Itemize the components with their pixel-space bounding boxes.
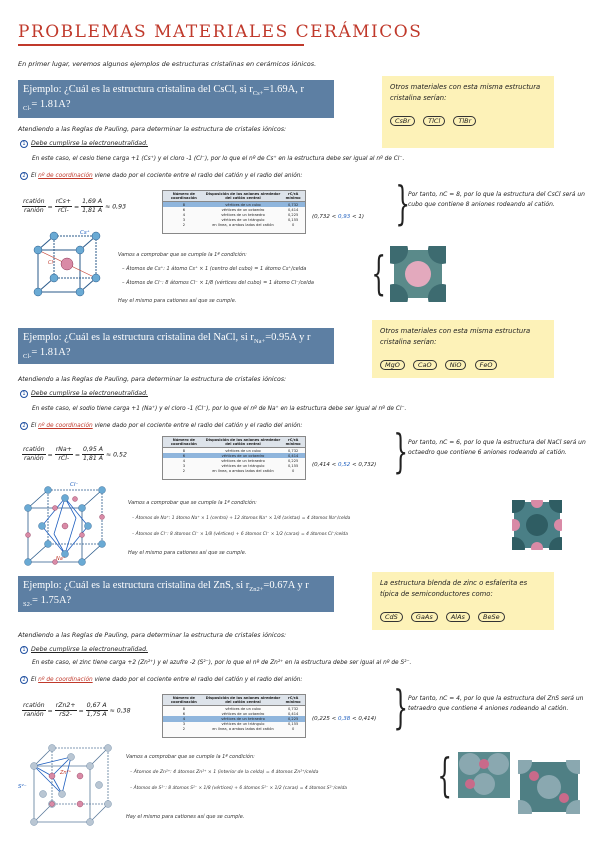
ion-label: Na⁺ xyxy=(56,556,66,562)
nacl-3d-model xyxy=(512,500,562,550)
verify-line: Vamos a comprobar que se cumple la 1ª condición: xyxy=(126,754,255,760)
end-line: Hay el mismo para cationes así que se cumple. xyxy=(126,814,245,820)
verify-line: Vamos a comprobar que se cumple la 1ª condición: xyxy=(118,252,247,258)
step2-heading: 2 El nº de coordinación viene dado por el cociente entre el radio del catión y el radio del anión: xyxy=(20,676,302,684)
zns-unit-cell xyxy=(24,740,116,830)
brace: } xyxy=(393,680,408,734)
table-row: 6 vértices de un octaedro 0,414 xyxy=(182,207,299,212)
intro-text: En primer lugar, veremos algunos ejemplos de estructuras cristalinas en cerámicos iónicos. xyxy=(18,60,317,68)
table-row: 4 vértices de un tetraedro 0,225 xyxy=(182,458,299,463)
material-pill: NiO xyxy=(445,360,467,370)
table-row: 8 vértices de un cubo 0,732 xyxy=(163,202,305,208)
end-line: Hay el mismo para cationes así que se cumple. xyxy=(118,298,237,304)
zns-3d-model xyxy=(518,760,580,814)
ratio-formula: $\frac{\text{rcatión}}{\text{ranión}}$ = $\frac{\text{rZn2+}}{rS2-}$ = $\frac{0,67 A}{1,75 A}$ ≈ 0,38 xyxy=(23,702,131,718)
page-title: PROBLEMAS MATERIALES CERÁMICOS xyxy=(18,22,423,42)
step1-detail: En este caso, el cesio tiene carga +1 (Cs⁺) y el cloro -1 (Cl⁻), por lo que el nº de Cs⁺ en la estructura debe ser igual al nº de Cl⁻. xyxy=(32,156,405,162)
check-line: – Átomos de Cs⁺: 1 átomo Cs⁺ × 1 (centro del cubo) = 1 átomo Cs⁺/celda xyxy=(122,266,307,272)
ion-label: S²⁻ xyxy=(18,784,27,790)
ion-label: Zn²⁺ xyxy=(60,770,72,776)
check-line: – Átomos de S²⁻: 8 átomos S²⁻ × 1/8 (vértices) + 6 átomos S²⁻ × 1/2 (caras) = 4 átomos S²⁻/celda xyxy=(130,786,347,791)
material-pill: BeSe xyxy=(478,612,505,622)
conclusion-nacl: Por tanto, nC = 6, por lo que la estructura del NaCl será un octaedro que contiene 6 aniones rodeando al catión. xyxy=(408,439,586,456)
end-line: Hay el mismo para cationes así que se cumple. xyxy=(128,550,247,556)
ratio-formula: $\frac{\text{rcatión}}{\text{ranión}}$ = $\frac{\text{rNa+}}{\text{rCl-}}$ = $\frac{0,95 A}{1,81 A}$ ≈ 0,52 xyxy=(23,446,127,462)
check-line: – Átomos de Cl⁻: 8 átomos Cl⁻ × 1/8 (vértices) + 6 átomos Cl⁻ × 1/2 (caras) = 4 átomos Cl⁻/celda xyxy=(132,532,348,537)
table-row: 2 en línea, a ambos lados del catión 0 xyxy=(182,469,295,474)
material-pill: FeO xyxy=(475,360,498,370)
note-items xyxy=(390,108,546,127)
cscl-unit-cell xyxy=(28,228,108,306)
check-line: – Átomos de Cl⁻: 8 átomos Cl⁻ × 1/8 (vértices del cubo) = 1 átomo Cl⁻/celda xyxy=(122,280,314,286)
brace: } xyxy=(393,424,408,478)
material-pill: CaO xyxy=(413,360,437,370)
ratio-formula: $\frac{\text{rcatión}}{\text{ranión}}$ = $\frac{\text{rCs+}}{\text{rCl-}}$ = $\frac{1,69 A}{1,81 A}$ ≈ 0,93 xyxy=(23,198,127,214)
pauling-intro: Atendiendo a las Reglas de Pauling, para determinar la estructura de cristales iónicos: xyxy=(18,126,287,133)
material-pill: TlBr xyxy=(453,116,476,126)
brace: { xyxy=(371,246,386,300)
inequality: (0,414 < 0,52 < 0,732) xyxy=(312,462,377,468)
note-text: Otros materiales con esta misma estructura cristalina serían: xyxy=(390,83,541,102)
question-box-zns: Ejemplo: ¿Cuál es la estructura cristalina del ZnS, si $r_{Zn2+}=0.67A$ y r $_{S2-}$= 1.75A? xyxy=(18,576,334,612)
step1-heading: 1 Debe cumplirse la electroneutralidad. xyxy=(20,140,148,148)
step1-detail: En este caso, el sodio tiene carga +1 (Na⁺) y el cloro -1 (Cl⁻), por lo que el nº de Na⁺ en la estructura debe ser igual al nº de Cl⁻. xyxy=(32,406,407,412)
ion-label: Cl⁻ xyxy=(48,260,56,266)
brace: { xyxy=(437,748,452,802)
coordination-table: Número de coordinación Disposición de los aniones alrededor del catión central rC/rA mínimo 8 vértices de un cubo 0,732 6 vértices de un octaedro 0,414 4 vértices de un tetraedro 0,225 3 vértices de un triángulo 0,155 2 en línea, a ambos lados del catión 0 xyxy=(162,190,306,234)
coordination-table: Número de coordinación Disposición de los aniones alrededor del catión central rC/rA mínimo 8 vértices de un cubo 0,732 6 vértices de un octaedro 0,414 4 vértices de un tetraedro 0,225 3 vértices de un triángulo 0,155 2 en línea, a ambos lados del catión 0 xyxy=(162,436,306,480)
verify-line: Vamos a comprobar que se cumple la 1ª condición: xyxy=(128,500,257,506)
zns-3d-model xyxy=(456,750,512,800)
material-pill: GaAs xyxy=(411,612,438,622)
check-line: – Átomos de Zn²⁺: 4 átomos Zn²⁺ × 1 (interior de la celda) = 4 átomos Zn²⁺/celda xyxy=(130,770,319,775)
material-pill: CdS xyxy=(380,612,403,622)
table-row: 2 en línea, a ambos lados del catión 0 xyxy=(182,223,295,228)
table-row: 3 vértices de un triángulo 0,155 xyxy=(182,722,299,727)
material-pill: CsBr xyxy=(390,116,415,126)
pauling-intro: Atendiendo a las Reglas de Pauling, para determinar la estructura de cristales iónicos: xyxy=(18,632,287,639)
step1-heading: 1 Debe cumplirse la electroneutralidad. xyxy=(20,646,148,654)
step2-heading: 2 El nº de coordinación viene dado por el cociente entre el radio del catión y el radio del anión: xyxy=(20,422,302,430)
nacl-unit-cell xyxy=(18,484,114,568)
table-row: 8 vértices de un cubo 0,732 xyxy=(182,448,299,453)
note-box-cscl xyxy=(382,76,554,148)
inequality: (0,225 < 0,38 < 0,414) xyxy=(312,716,377,722)
table-row: 2 en línea, a ambos lados del catión 0 xyxy=(182,727,295,732)
pauling-intro: Atendiendo a las Reglas de Pauling, para determinar la estructura de cristales iónicos: xyxy=(18,376,287,383)
inequality: (0,732 < 0,93 < 1) xyxy=(312,214,365,220)
note-box-zns: La estructura blenda de zinc o esfalerita es típica de semiconductores como: CdS GaAs AlAs BeSe xyxy=(372,572,554,630)
table-row: 3 vértices de un triángulo 0,155 xyxy=(182,464,299,469)
conclusion-cscl: Por tanto, nC = 8, por lo que la estructura del CsCl será un cubo que contiene 8 aniones rodeando al catión. xyxy=(408,191,585,208)
note-box-nacl: Otros materiales con esta misma estructura cristalina serían: MgO CaO NiO FeO xyxy=(372,320,554,378)
material-pill: AlAs xyxy=(446,612,470,622)
step1-detail: En este caso, el zinc tiene carga +2 (Zn²⁺) y el azufre -2 (S²⁻), por lo que el nº de Zn²⁺ en la estructura debe ser igual al nº de S²⁻. xyxy=(32,660,412,666)
question-box-cscl: Ejemplo: ¿Cuál es la estructura cristalina del CsCl, si $r_{Cs+}=1.69A$, r $_{Cl-}$= 1.81A? xyxy=(18,80,334,118)
check-line: – Átomos de Na⁺: 1 átomo Na⁺ × 1 (centro) + 12 átomos Na⁺ × 1/4 (aristas) = 4 átomos Na⁺/celda xyxy=(132,516,351,521)
step2-heading: 2 El nº de coordinación viene dado por el cociente entre el radio del catión y el radio del anión: xyxy=(20,172,302,180)
conclusion-zns: Por tanto, nC = 4, por lo que la estructura del ZnS será un tetraedro que contiene 4 aniones rodeando al catión. xyxy=(408,695,584,712)
coordination-table: Número de coordinación Disposición de los aniones alrededor del catión central rC/rA mínimo 8 vértices de un cubo 0,732 6 vértices de un octaedro 0,414 4 vértices de un tetraedro 0,225 3 vértices de un triángulo 0,155 2 en línea, a ambos lados del catión 0 xyxy=(162,694,306,738)
title-underline xyxy=(18,44,304,46)
ion-label: Cs⁺ xyxy=(80,230,90,236)
question-box-nacl: Ejemplo: ¿Cuál es la estructura cristalina del NaCl, si $r_{Na+}=0.95A$ y r $_{Cl-}$= 1.81A? xyxy=(18,328,334,364)
cscl-3d-model xyxy=(390,246,446,302)
table-row: 6 vértices de un octaedro 0,414 xyxy=(182,711,299,716)
table-row: 3 vértices de un triángulo 0,155 xyxy=(182,218,299,223)
table-row: 4 vértices de un tetraedro 0,225 xyxy=(182,212,299,217)
table-row: 6 vértices de un octaedro 0,414 xyxy=(163,453,305,458)
step1-heading: 1 Debe cumplirse la electroneutralidad. xyxy=(20,390,148,398)
ion-label: Cl⁻ xyxy=(70,482,79,488)
table-row: 8 vértices de un cubo 0,732 xyxy=(182,706,299,711)
material-pill: TlCl xyxy=(423,116,445,126)
brace: } xyxy=(395,176,410,230)
table-row: 4 vértices de un tetraedro 0,225 xyxy=(163,716,305,721)
material-pill: MgO xyxy=(380,360,405,370)
